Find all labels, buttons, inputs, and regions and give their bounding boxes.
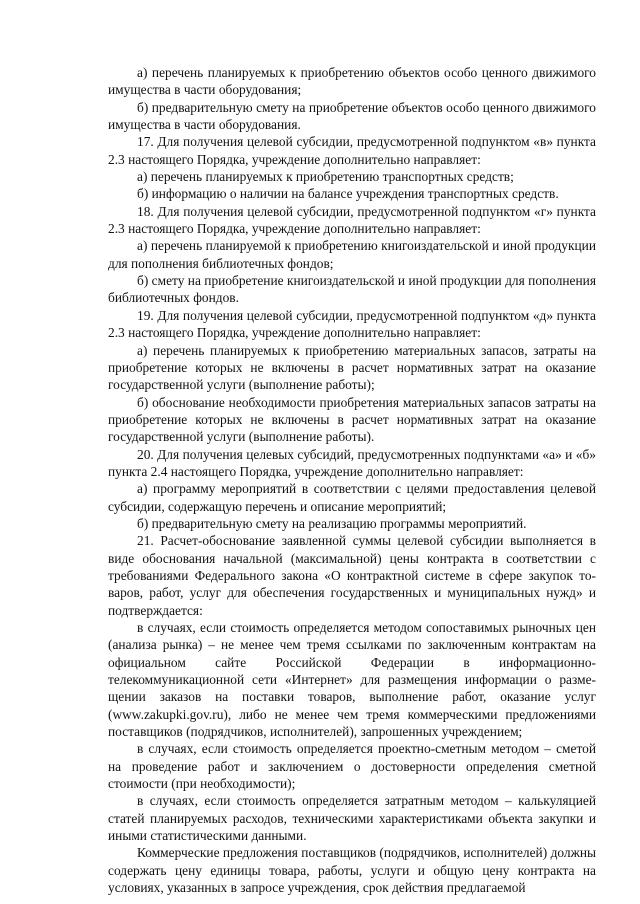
paragraph-20a: а) программу мероприятий в соответствии с целями предоставления целевой субсидии, содержащую перечень и описание мероприятий; — [108, 481, 596, 514]
paragraph-21-market-method: в случаях, если стоимость определяется методом сопоставимых рыночных цен (анализа рынка) – не менее чем тремя ссылками по заключенным контрактам на официальном сайте Российской Федерации в информационно-телекоммуникационной сети «Интернет» для размещения информации о размещении заказов на поставки товаров, выполнение работ, оказание услуг (www.zakupki.gov.ru), либо не менее чем тремя коммерческими предложениями поставщиков (подрядчиков, исполнителей), запрошенных учреждением; — [108, 620, 596, 740]
paragraph-17b: б) информацию о наличии на балансе учреждения транспортных средств. — [137, 186, 559, 202]
paragraph-21: 21. Расчет-обоснование заявленной суммы целевой субсидии выполняется в виде обоснования начальной (максимальной) цены контракта в соответствии с требованиями Федерального закона «О контрактной системе в сфере закупок товаров, работ, услуг для обеспечения государственных и муниципальных нужд» и подтверждается: — [108, 533, 596, 618]
paragraph-18a: а) перечень планируемой к приобретению книгоиздательской и иной продукции для пополнения библиотечных фондов; — [108, 238, 596, 271]
paragraph-18: 18. Для получения целевой субсидии, предусмотренной подпунктом «г» пункта 2.3 настоящего Порядка, учреждение дополнительно направляет: — [108, 203, 596, 237]
paragraph-19b: б) обоснование необходимости приобретения материальных запасов затраты на приобретение которых не включены в расчет нормативных затрат на оказание государственной услуги (выполнение работы). — [108, 394, 596, 445]
paragraph-21-cost-method: в случаях, если стоимость определяется затратным методом – калькуляцией статей планируемых расходов, техническими характеристиками объекта закупки и иными статистическими данными. — [108, 793, 596, 844]
paragraph-19: 19. Для получения целевой субсидии, предусмотренной подпунктом «д» пункта 2.3 настоящего Порядка, учреждение дополнительно направляет: — [108, 307, 596, 341]
paragraph-21-estimate-method: в случаях, если стоимость определяется проектно-сметным методом – сметой на проведение работ и заключением о достоверности определения сметной стоимости (при необходимости); — [108, 741, 596, 792]
paragraph-17a: а) перечень планируемых к приобретению транспортных средств; — [137, 169, 514, 185]
paragraph-20: 20. Для получения целевых субсидий, предусмотренных подпунктами «а» и «б» пункта 2.4 настоящего Порядка, учреждение дополнительно направляет: — [108, 446, 596, 479]
document-page — [108, 64, 596, 897]
paragraph-commercial-offers: Коммерческие предложения поставщиков (подрядчиков, исполнителей) должны содержать цену единицы товара, работы, услуги и общую цену контракта на условиях, указанных в запросе учреждения, срок действия предлагаемой — [108, 845, 596, 896]
paragraph-20b: б) предварительную смету на реализацию программы мероприятий. — [137, 515, 527, 531]
paragraph-19a: а) перечень планируемых к приобретению материальных запасов, затраты на приобретение которых не включены в расчет нормативных затрат на оказание государственной услуги (выполнение работы); — [108, 342, 596, 393]
paragraph-18b: б) смету на приобретение книгоиздательской и иной продукции для пополнения библиотечных фондов. — [108, 273, 596, 306]
paragraph-16b: б) предварительную смету на приобретение объектов особо ценного движимого имущества в части оборудования. — [108, 99, 596, 133]
paragraph-16a: а) перечень планируемых к приобретению объектов особо ценного движимого имущества в части оборудования; — [108, 65, 596, 98]
paragraph-17: 17. Для получения целевой субсидии, предусмотренной подпунктом «в» пункта 2.3 настоящего Порядка, учреждение дополнительно направляет: — [108, 134, 596, 167]
